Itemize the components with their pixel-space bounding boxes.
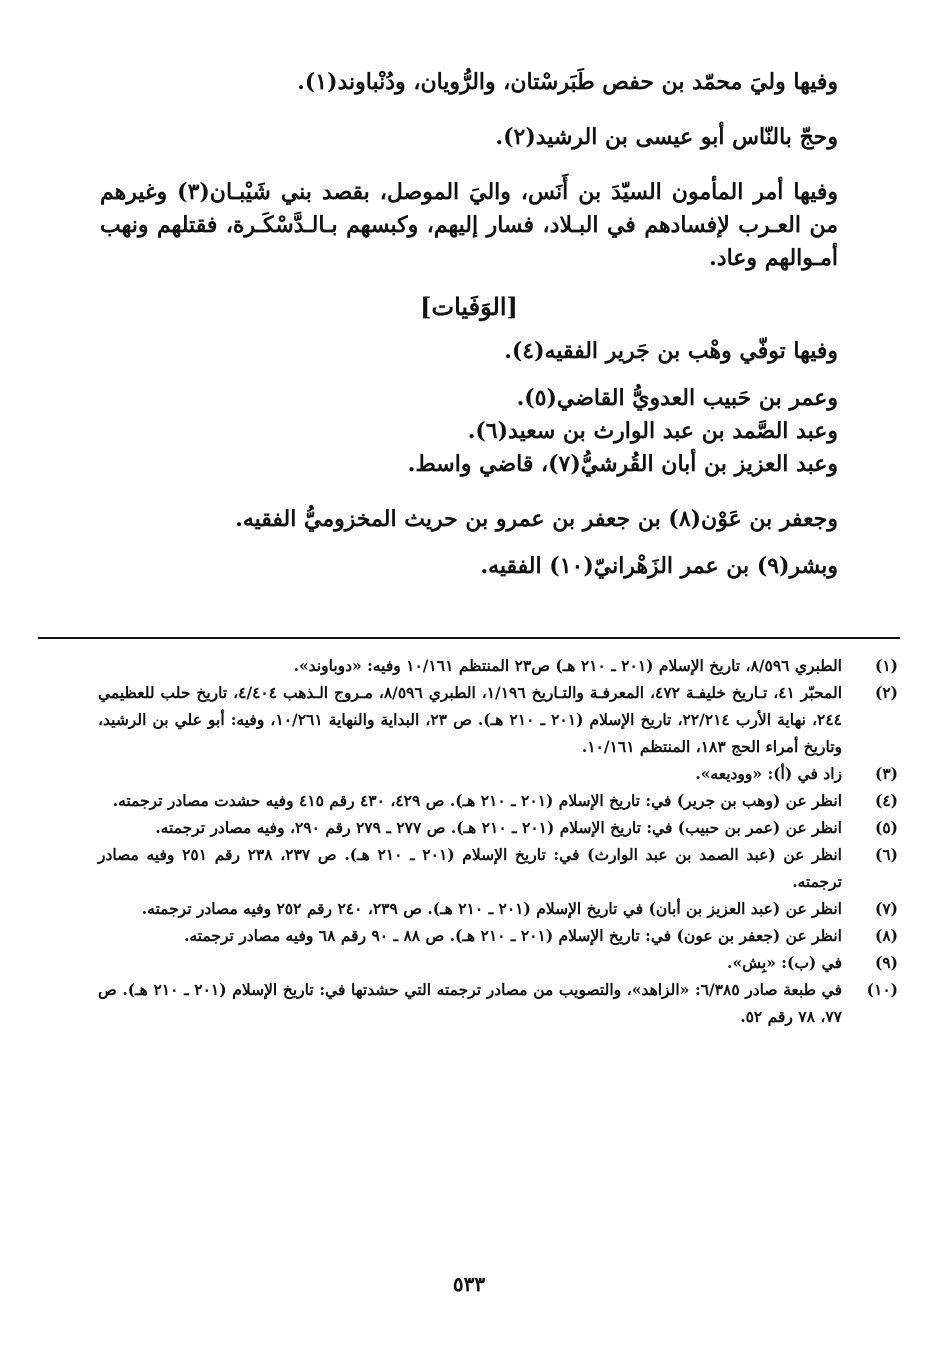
death-entry-jafar: وجعفر بن عَوْن(٨) بن جعفر بن عمرو بن حريث المخزوميُّ الفقيه. — [235, 506, 838, 532]
footnote-text: في (ب): «بِش». — [727, 953, 842, 972]
footnote-number: (٨) — [874, 926, 898, 945]
footnote-text: انظر عن (جعفر بن عون) في: تاريخ الإسلام (٢٠١ ـ ٢١٠ هـ). ص ٨٨ ـ ٩٠ رقم ٦٨ وفيه مصادر ترجمته. — [184, 926, 842, 945]
main-text — [100, 66, 838, 583]
footnote-text: في طبعة صادر ٦/٣٨٥: «الزاهد»، والتصويب من مصادر ترجمته التي حشدتها في: تاريخ الإسلام (٢٠١ ـ ٢١٠ هـ). ص ٧٧، ٧٨ رقم ٥٢. — [98, 980, 842, 1026]
footnote — [98, 922, 898, 949]
death-entry-umar: وعمر بن حَبيب العدويُّ القاضي(٥). — [516, 385, 838, 411]
footnote — [98, 787, 898, 814]
footnote-text: انظر عن (عبد الصمد بن عبد الوارث) في: تاريخ الإسلام (٢٠١ ـ ٢١٠ هـ). ص ٢٣٧، ٢٣٨ رقم ٢٥١ وفيه مصادر ترجمته. — [98, 845, 842, 891]
footnote — [98, 841, 898, 895]
footnote-text: انظر عن (وهب بن جرير) في: تاريخ الإسلام (٢٠١ ـ ٢١٠ هـ). ص ٤٢٩، ٤٣٠ رقم ٤١٥ وفيه حشدت مصادر ترجمته. — [112, 791, 842, 810]
footnote-text: المحبّر ٤١، تـاريخ خليفـة ٤٧٢، المعرفـة والتـاريخ ١/١٩٦، الطبري ٨/٥٩٦، مـروج الـذهب ٤/٤٠٤، تاريخ حلب للعظيمي ٢٤٤، نهاية الأرب ٢٢/٢١٤، تاريخ الإسلام (٢٠١ ـ ٢١٠ هـ). ص ٢٣، البداية والنهاية ١٠/٢٦١، وفيه: أبو علي بن الرشيد، وتاريخ أمراء الحج ١٨٣، المنتظم ١٠/١٦١. — [98, 683, 842, 756]
footnote-number: (٢) — [874, 683, 898, 702]
footnote-number: (٧) — [874, 899, 898, 918]
section-heading-deaths: [الوَفَيات] — [420, 292, 518, 321]
footnote — [98, 679, 898, 760]
footnote-number: (١٠) — [866, 980, 898, 999]
death-entry-wahb: وفيها توفّي وهْب بن جَرير الفقيه(٤). — [504, 338, 838, 364]
footnotes — [98, 652, 898, 1030]
death-entry-abd-al-aziz: وعبد العزيز بن أبان القُرشيُّ(٧)، قاضي واسط. — [407, 451, 838, 477]
footnote-number: (٩) — [874, 953, 898, 972]
footnote — [98, 760, 898, 787]
paragraph-mamun-order: وفيها أمر المأمون السيّدَ بن أَنَس، واليَ الموصل، بقصد بني شَيْبـان(٣) وغيرهم من العـرب لإفسادهم في البـلاد، فسار إليهم، وكبسهم بـالـدَّسْكَـرة، فقتلهم ونهب أمـوالهم وعاد. — [100, 179, 838, 271]
paragraph-tabaristan: وفيها وليَ محمّد بن حفص طَبَرسْتان، والرُّويان، ودُنْباوند(١). — [297, 69, 838, 95]
footnote-number: (٤) — [874, 791, 898, 810]
footnote — [98, 895, 898, 922]
footnote-number: (٣) — [874, 764, 898, 783]
page-number: ٥٣٣ — [452, 1272, 486, 1296]
footnote-text: زاد في (أ): «ووديعه». — [695, 764, 842, 783]
footnote-number: (١) — [874, 656, 898, 675]
death-entry-bishr: وبشر(٩) بن عمر الزَهْرانيّ(١٠) الفقيه. — [480, 553, 838, 579]
footnote-text: انظر عن (عبد العزيز بن أبان) في تاريخ الإسلام (٢٠١ ـ ٢١٠ هـ). ص ٢٣٩، ٢٤٠ رقم ٢٥٢ وفيه مصادر ترجمته. — [141, 899, 842, 918]
footnote — [98, 949, 898, 976]
footnote-number: (٥) — [874, 818, 898, 837]
footnote-text: انظر عن (عمر بن حبيب) في: تاريخ الإسلام (٢٠١ ـ ٢١٠ هـ). ص ٢٧٧ ـ ٢٧٩ رقم ٢٩٠، وفيه مصادر ترجمته. — [155, 818, 842, 837]
paragraph-hajj: وحجّ بالنّاس أبو عيسى بن الرشيد(٢). — [495, 124, 838, 150]
footnote-number: (٦) — [874, 845, 898, 864]
footnote-text: الطبري ٨/٥٩٦، تاريخ الإسلام (٢٠١ ـ ٢١٠ هـ) ص٢٣ المنتظم ١٠/١٦١ وفيه: «دوباوند». — [293, 656, 842, 675]
footnote — [98, 814, 898, 841]
footnote-divider — [38, 637, 900, 639]
footnote — [98, 652, 898, 679]
footnote — [98, 976, 898, 1030]
death-entry-abd-al-samad: وعبد الصَّمد بن عبد الوارث بن سعيد(٦). — [467, 418, 838, 444]
